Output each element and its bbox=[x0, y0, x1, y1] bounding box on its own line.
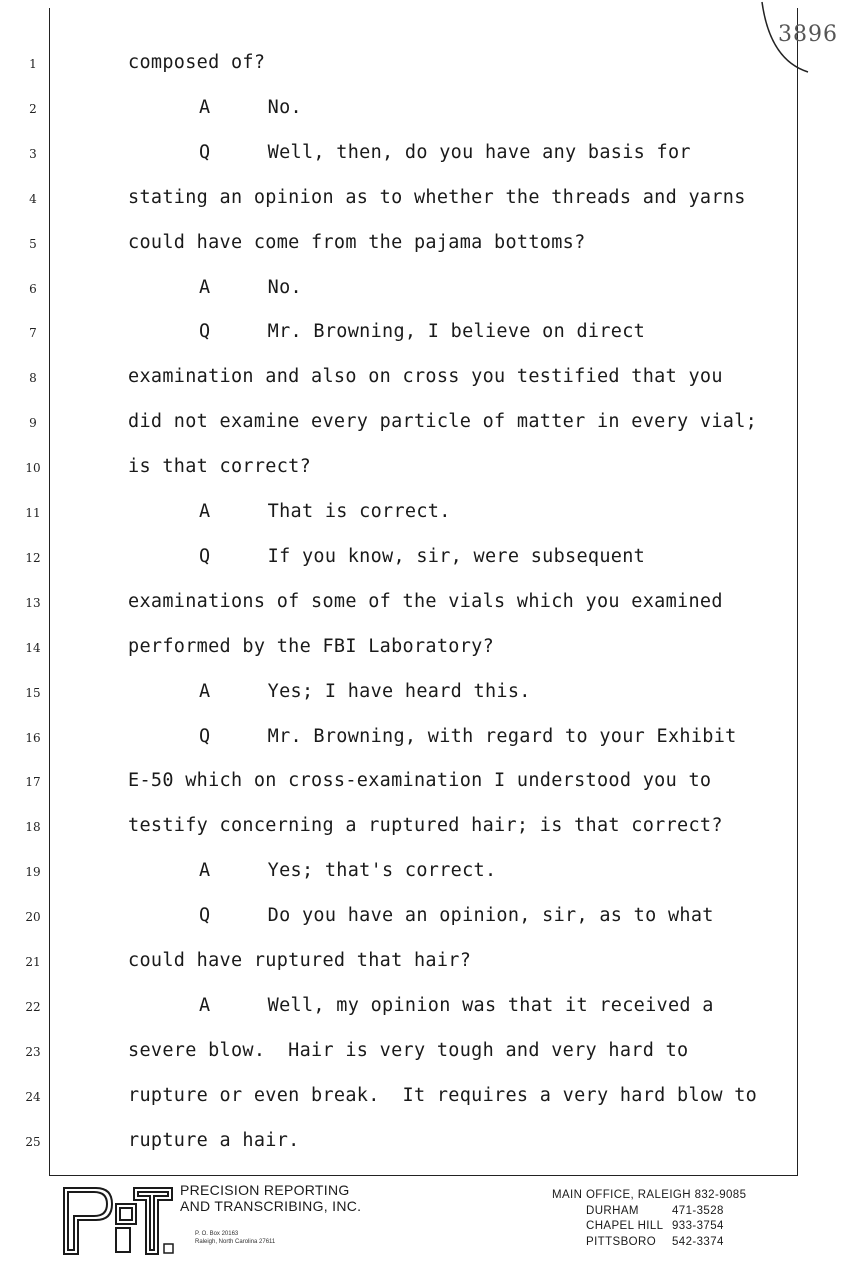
line-number: 21 bbox=[25, 955, 41, 969]
line-number: 12 bbox=[25, 550, 41, 565]
transcript-line: examinations of some of the vials which you examined bbox=[128, 590, 723, 612]
line-number: 6 bbox=[29, 281, 37, 296]
line-number: 22 bbox=[25, 999, 41, 1014]
main-office: MAIN OFFICE, RALEIGH 832-9085 bbox=[552, 1189, 747, 1201]
line-number: 13 bbox=[25, 595, 41, 610]
transcript-line: examination and also on cross you testified that you bbox=[128, 366, 723, 388]
transcript-line: severe blow. Hair is very tough and very hard to bbox=[128, 1039, 689, 1061]
transcript-line: A Yes; I have heard this. bbox=[199, 680, 531, 702]
transcript-line: rupture a hair. bbox=[128, 1129, 300, 1151]
office-row bbox=[552, 1235, 746, 1251]
transcript-line: performed by the FBI Laboratory? bbox=[128, 635, 495, 657]
company-logo bbox=[60, 1184, 175, 1256]
transcript-line: Q If you know, sir, were subsequent bbox=[199, 545, 646, 567]
line-number: 16 bbox=[25, 730, 41, 745]
transcript-line: Q Do you have an opinion, sir, as to what bbox=[199, 905, 714, 927]
line-number: 4 bbox=[29, 191, 37, 206]
line-number: 7 bbox=[29, 326, 37, 341]
transcript-line: testify concerning a ruptured hair; is that correct? bbox=[128, 815, 723, 837]
company-name bbox=[180, 1182, 361, 1214]
transcript-line: composed of? bbox=[128, 52, 266, 73]
line-number: 19 bbox=[25, 865, 41, 880]
transcript-line: Q Well, then, do you have any basis for bbox=[199, 141, 691, 163]
line-number: 10 bbox=[25, 461, 41, 476]
line-number: 1 bbox=[29, 57, 37, 71]
line-number: 9 bbox=[29, 416, 37, 431]
transcript-line: could have come from the pajama bottoms? bbox=[128, 231, 586, 253]
transcript-line: did not examine every particle of matter in every vial; bbox=[128, 411, 758, 433]
page-number: 3896 bbox=[778, 22, 838, 47]
line-number: 18 bbox=[25, 820, 41, 835]
transcript-line: is that correct? bbox=[128, 456, 312, 478]
address-line1: P. O. Box 20163 bbox=[195, 1231, 239, 1237]
line-number: 20 bbox=[25, 910, 41, 925]
line-number: 11 bbox=[25, 506, 41, 520]
footer bbox=[0, 1178, 860, 1271]
transcript-line: stating an opinion as to whether the threads and yarns bbox=[128, 186, 746, 208]
office-city: PITTSBORO bbox=[586, 1235, 657, 1248]
line-number: 14 bbox=[25, 640, 41, 655]
office-city: CHAPEL HILL bbox=[586, 1220, 664, 1232]
office-phone: 542-3374 bbox=[672, 1235, 724, 1248]
transcript-line: Q Mr. Browning, with regard to your Exhibit bbox=[199, 725, 737, 747]
transcript-line: rupture or even break. It requires a very hard blow to bbox=[128, 1084, 758, 1106]
line-number: 23 bbox=[25, 1044, 41, 1059]
line-number: 3 bbox=[29, 146, 37, 161]
office-phone: 471-3528 bbox=[672, 1204, 724, 1217]
transcript-line: A No. bbox=[199, 96, 302, 118]
transcript-line: A That is correct. bbox=[199, 501, 451, 522]
transcript-line: A Well, my opinion was that it received a bbox=[199, 994, 714, 1016]
line-number: 2 bbox=[29, 101, 37, 116]
company-name-line2: AND TRANSCRIBING, INC. bbox=[180, 1198, 362, 1214]
office-row bbox=[552, 1204, 746, 1220]
transcript-line: E-50 which on cross-examination I understood you to bbox=[128, 770, 712, 792]
transcript-line: could have ruptured that hair? bbox=[128, 950, 472, 971]
line-number: 5 bbox=[29, 236, 37, 251]
transcript-line: A No. bbox=[199, 276, 302, 298]
office-row bbox=[552, 1219, 746, 1235]
company-address bbox=[195, 1230, 275, 1246]
line-number: 17 bbox=[25, 775, 41, 790]
transcript-line: Q Mr. Browning, I believe on direct bbox=[199, 321, 646, 343]
company-name-line1: PRECISION REPORTING bbox=[180, 1182, 350, 1198]
address-line2: Raleigh, North Carolina 27611 bbox=[195, 1239, 276, 1245]
office-list bbox=[552, 1188, 746, 1250]
office-phone: 933-3754 bbox=[672, 1220, 724, 1232]
office-city: DURHAM bbox=[586, 1204, 639, 1217]
transcript-line: A Yes; that's correct. bbox=[199, 860, 497, 882]
line-number: 25 bbox=[25, 1134, 41, 1149]
line-number: 8 bbox=[29, 371, 37, 386]
line-number: 24 bbox=[25, 1089, 41, 1104]
line-number: 15 bbox=[25, 685, 41, 700]
